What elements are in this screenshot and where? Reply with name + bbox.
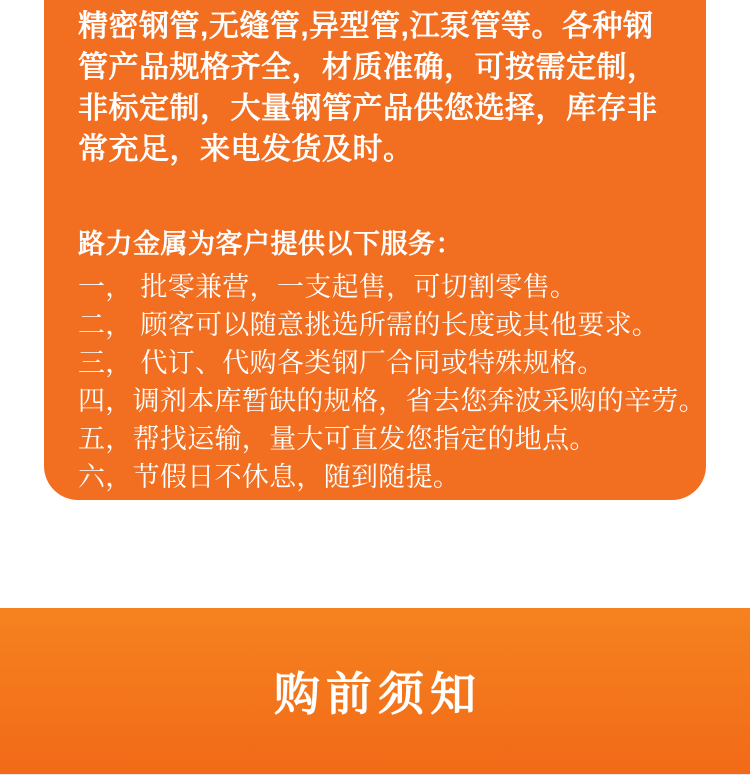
section-banner-title: 购前须知 bbox=[274, 668, 482, 720]
list-item: 三， 代订、代购各类钢厂合同或特殊规格。 bbox=[78, 348, 605, 378]
list-item: 六，节假日不休息，随到随提。 bbox=[78, 462, 461, 492]
list-item: 五，帮找运输，量大可直发您指定的地点。 bbox=[78, 424, 597, 454]
intro-paragraph: 精密钢管,无缝管,异型管,江泵管等。各种钢管产品规格齐全，材质准确，可按需定制，非标定制，大量钢管产品供您选择，库存非常充足，来电发货及时。 bbox=[78, 10, 658, 166]
list-item: 七， 本公司所供管材均附钢厂原始材质书。 bbox=[78, 500, 605, 530]
list-item: 二， 顾客可以随意挑选所需的长度或其他要求。 bbox=[78, 310, 660, 340]
bottom-divider bbox=[0, 774, 750, 775]
info-panel bbox=[44, 0, 706, 530]
list-item: 一， 批零兼营，一支起售，可切割零售。 bbox=[78, 272, 578, 302]
services-heading: 路力金属为客户提供以下服务： bbox=[78, 229, 463, 259]
services-list bbox=[78, 268, 706, 534]
list-item: 四，调剂本库暂缺的规格，省去您奔波采购的辛劳。 bbox=[78, 386, 706, 416]
section-banner bbox=[0, 608, 750, 774]
